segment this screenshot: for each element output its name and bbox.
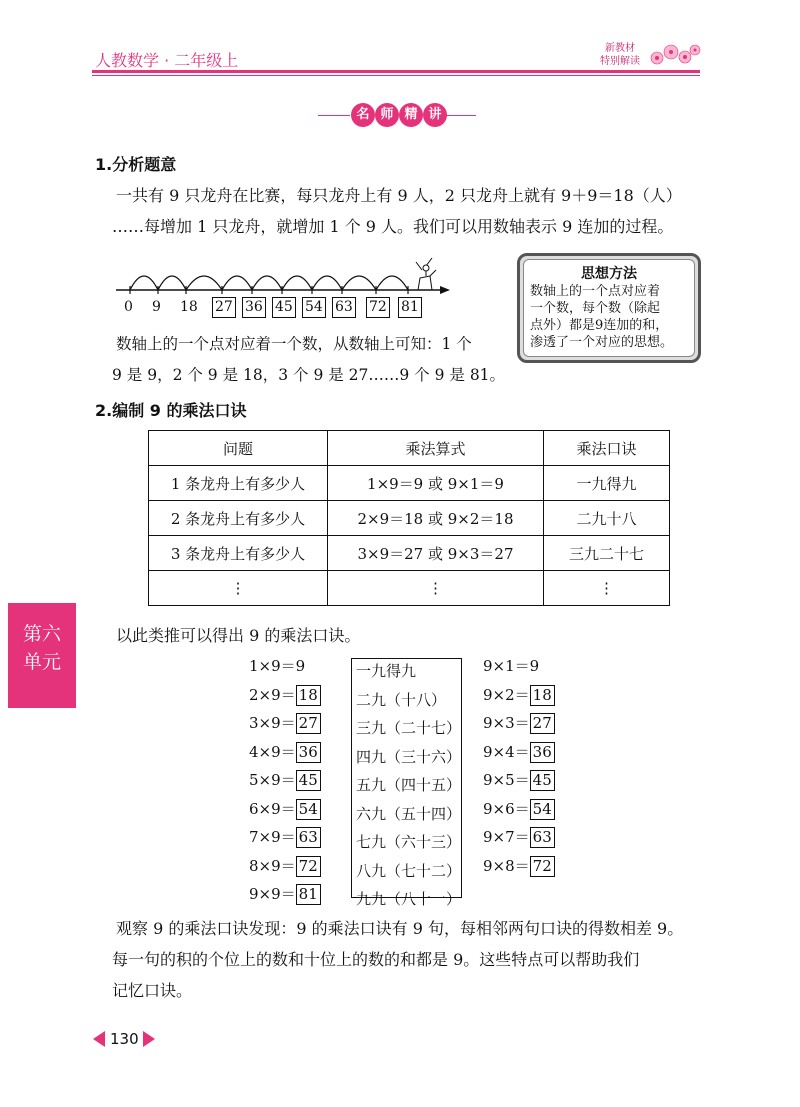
table-row: 3 条龙舟上有多少人 3×9＝27 或 9×3＝27 三九二十七 <box>149 536 670 571</box>
banner-char: 师 <box>375 103 399 127</box>
equation-row: 9×9＝ 81 <box>249 880 321 909</box>
running-header-title: 人教数学 · 二年级上 <box>95 51 239 70</box>
boxed-number-label: 81 <box>398 297 422 318</box>
koujue-line: 五九（四十五） <box>356 776 462 794</box>
koujue-box <box>351 658 462 908</box>
koujue-line: 七九（六十三） <box>356 833 462 851</box>
boxed-product: 27 <box>530 713 555 734</box>
boxed-number-label: 36 <box>242 297 266 318</box>
equation-row: 7×9＝ 63 <box>249 823 321 852</box>
equation-row: 8×9＝ 72 <box>249 852 321 881</box>
equation-row: 9×4＝ 36 <box>483 738 555 767</box>
jump-arc <box>252 276 282 290</box>
table-row: ⋮ ⋮ ⋮ <box>149 571 670 606</box>
arrow-icon <box>440 286 450 294</box>
equation-row: 9×3＝ 27 <box>483 709 555 738</box>
method-title: 思想方法 <box>581 266 637 282</box>
deer-icon <box>416 258 436 290</box>
section1-paragraph: 一共有 9 只龙舟在比赛，每只龙舟上有 9 人，2 只龙舟上就有 9＋9＝18（人） ……每增加 1 只龙舟，就增加 1 个 9 人。我们可以用数轴表示 9 连加的过程。 <box>112 186 682 236</box>
equation-row: 2×9＝ 18 <box>249 681 321 710</box>
koujue-list <box>356 657 461 914</box>
next-page-arrow-icon <box>143 1031 155 1047</box>
header-rule <box>92 70 700 73</box>
table-header: 乘法口诀 <box>544 431 670 466</box>
equation-row: 5×9＝ 45 <box>249 766 321 795</box>
equation-row: 9×5＝ 45 <box>483 766 555 795</box>
boxed-product: 18 <box>296 685 321 706</box>
method-line: 点外）都是9连加的和， <box>530 318 669 333</box>
observation-paragraph: 观察 9 的乘法口诀发现：9 的乘法口诀有 9 句，每相邻两句口诀的得数相差 9。 每一句的积的个位上的数和十位上的数的和都是 9。这些特点可以帮助我们 记忆口诀。 <box>112 919 684 1000</box>
equation-row: 3×9＝ 27 <box>249 709 321 738</box>
jump-arc <box>282 276 312 290</box>
koujue-line: 二九（十八） <box>356 690 447 709</box>
number-label: 18 <box>180 299 198 315</box>
boxed-number-label: 27 <box>212 297 236 318</box>
unit-side-tab: 第六 单元 <box>8 603 76 708</box>
table-row: 1 条龙舟上有多少人 1×9＝9 或 9×1＝9 一九得九 <box>149 466 670 501</box>
boxed-product: 36 <box>530 742 555 763</box>
koujue-line: 一九得九 <box>356 662 417 680</box>
number-label: 0 <box>124 299 133 315</box>
equation-row: 6×9＝ 54 <box>249 795 321 824</box>
boxed-product: 63 <box>530 827 555 848</box>
boxed-product: 45 <box>530 770 555 791</box>
left-equations <box>249 652 321 909</box>
jump-arc <box>342 276 376 290</box>
number-line-labels <box>110 296 460 320</box>
section-banner <box>318 103 476 129</box>
number-line-explanation: 数轴上的一个点对应着一个数，从数轴上可知：1 个 9 是 9，2 个 9 是 18，3 个 9 是 27……9 个 9 是 81。 <box>112 335 506 384</box>
koujue-line: 八九（七十二） <box>356 861 462 880</box>
equation-row: 9×1＝9 <box>483 657 540 675</box>
jump-arc <box>312 276 342 290</box>
edition-badge: 新教材 特别解读 <box>600 43 640 67</box>
boxed-product: 54 <box>296 799 321 820</box>
boxed-product: 45 <box>296 770 321 791</box>
section1-heading: 1.分析题意 <box>95 155 177 174</box>
boxed-number-label: 54 <box>302 297 326 318</box>
section2-heading: 2.编制 9 的乘法口诀 <box>95 401 247 420</box>
flower-decoration-icon <box>645 40 703 70</box>
boxed-number-label: 45 <box>272 297 296 318</box>
boxed-product: 36 <box>296 742 321 763</box>
boxed-product: 72 <box>530 856 555 877</box>
number-label: 9 <box>152 299 161 315</box>
method-line: 一个数，每个数（除起 <box>530 301 661 316</box>
boxed-product: 54 <box>530 799 555 820</box>
jump-arc <box>186 276 222 290</box>
boxed-product: 81 <box>296 884 321 905</box>
banner-char: 精 <box>399 103 423 127</box>
equation-row: 9×6＝ 54 <box>483 795 555 824</box>
equation-row: 9×2＝ 18 <box>483 681 555 710</box>
koujue-line: 六九（五十四） <box>356 804 462 823</box>
table-header: 问题 <box>149 431 328 466</box>
method-line: 数轴上的一个点对应着 <box>530 284 661 299</box>
koujue-line: 九九（八十一） <box>356 890 462 908</box>
boxed-number-label: 72 <box>366 297 390 318</box>
banner-char: 讲 <box>423 103 447 127</box>
jump-arc <box>222 276 252 290</box>
header-rule-thin <box>92 75 700 76</box>
equation-row: 1×9＝9 <box>249 657 306 675</box>
jump-arc <box>158 276 186 290</box>
right-equations <box>483 652 555 880</box>
product: 9 <box>295 657 306 675</box>
method-callout <box>517 253 701 363</box>
banner-char: 名 <box>351 103 375 127</box>
jump-arc <box>130 276 158 290</box>
equation-row: 9×7＝ 63 <box>483 823 555 852</box>
page-number: 130 <box>110 1030 139 1048</box>
koujue-line: 四九（三十六） <box>356 747 462 766</box>
boxed-product: 18 <box>530 685 555 706</box>
boxed-product: 72 <box>296 856 321 877</box>
boxed-product: 63 <box>296 827 321 848</box>
equation-row: 4×9＝ 36 <box>249 738 321 767</box>
table-header-row <box>149 431 670 466</box>
prev-page-arrow-icon <box>93 1031 105 1047</box>
boxed-product: 27 <box>296 713 321 734</box>
table-header: 乘法算式 <box>328 431 544 466</box>
inference-text: 以此类推可以得出 9 的乘法口诀。 <box>116 626 361 645</box>
table-row: 2 条龙舟上有多少人 2×9＝18 或 9×2＝18 二九十八 <box>149 501 670 536</box>
boxed-number-label: 63 <box>332 297 356 318</box>
product: 9 <box>529 657 540 675</box>
equation-row: 9×8＝ 72 <box>483 852 555 881</box>
jump-arc <box>376 276 408 290</box>
method-line: 渗透了一个对应的思想。 <box>530 335 674 350</box>
koujue-line: 三九（二十七） <box>356 719 462 737</box>
multiplication-table <box>148 430 670 606</box>
